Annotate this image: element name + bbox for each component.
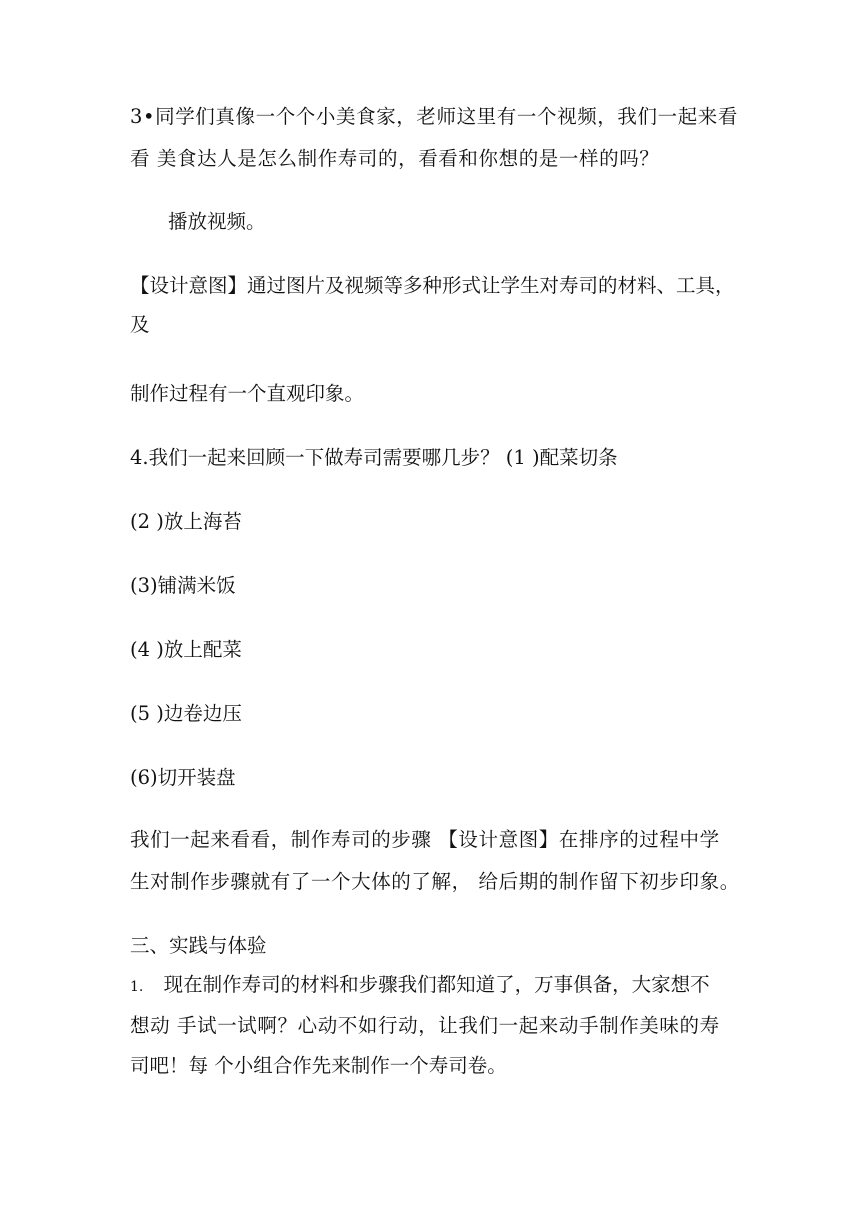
design-intent-1-line-3: 制作过程有一个直观印象。	[130, 382, 365, 405]
step-3: (3)铺满米饭	[130, 574, 236, 597]
practice-1-line-1-text: 现在制作寿司的材料和步骤我们都知道了，万事俱备，大家想不	[163, 973, 710, 996]
practice-1-line-2: 想动 手试一试啊？心动不如行动，让我们一起来动手制作美味的寿	[130, 1014, 720, 1037]
paragraph-4: 4.我们一起来回顾一下做寿司需要哪几步？ (1 )配菜切条	[130, 446, 618, 469]
step-6: (6)切开装盘	[130, 766, 236, 789]
paragraph-3-line-2: 看 美食达人是怎么制作寿司的，看看和你想的是一样的吗？	[130, 147, 660, 170]
design-intent-1-line-2: 及	[130, 313, 150, 336]
design-intent-2-line-1: 我们一起来看看，制作寿司的步骤 【设计意图】在排序的过程中学	[130, 828, 720, 851]
paragraph-3-line-1: 3•同学们真像一个个小美食家，老师这里有一个视频，我们一起来看	[130, 105, 739, 128]
step-2: (2 )放上海苔	[130, 510, 242, 533]
play-video-text: 播放视频。	[168, 210, 266, 233]
practice-1-line-3: 司吧！每 个小组合作先来制作一个寿司卷。	[130, 1054, 507, 1077]
step-4: (4 )放上配菜	[130, 638, 242, 661]
design-intent-2-line-2: 生对制作步骤就有了一个大体的了解， 给后期的制作留下初步印象。	[130, 870, 740, 893]
step-5: (5 )边卷边压	[130, 702, 242, 725]
practice-1-line-1	[130, 971, 710, 1001]
practice-1-number: 1.	[130, 979, 144, 995]
section-3-title: 三、实践与体验	[130, 934, 267, 957]
design-intent-1-line-1: 【设计意图】通过图片及视频等多种形式让学生对寿司的材料、工具，	[130, 274, 735, 297]
